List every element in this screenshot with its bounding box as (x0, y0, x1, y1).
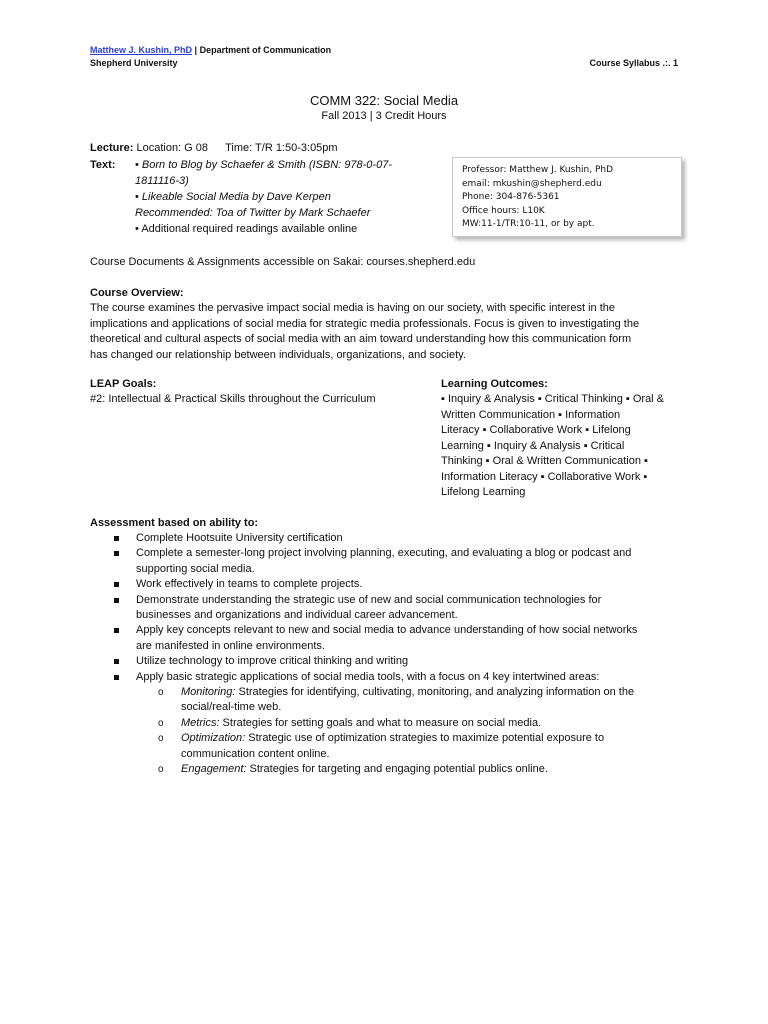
square-bullet-icon (114, 536, 119, 541)
lecture-line (90, 141, 338, 157)
department-name: Department of Communication (199, 45, 332, 55)
strategy-area-item: o Metrics: Strategies for setting goals and what to measure on social media. (90, 716, 680, 731)
circle-bullet-icon: o (158, 687, 164, 699)
assessment-item: Apply key concepts relevant to new and social media to advance understanding of how social networks are manifested in online environments. (90, 623, 680, 654)
overview-line: theoretical and cultural aspects of social media with an aim toward understanding how this communication form (90, 333, 632, 345)
strategy-area-item: o Optimization: Strategic use of optimization strategies to maximize potential exposure to communication content online. (158, 732, 605, 760)
circle-bullet-icon: o (158, 764, 164, 776)
assessment-item: Demonstrate understanding the strategic use of new and social communication technologies for businesses and organizations and individual career advancement. (90, 593, 680, 624)
page-header (90, 45, 331, 55)
overview-paragraph (90, 301, 680, 363)
textbook-1-cont: 1811116-3) (135, 174, 189, 187)
circle-bullet-icon: o (158, 733, 164, 745)
leap-heading: LEAP Goals: (90, 378, 157, 390)
strategy-areas-list (90, 685, 680, 777)
assessment-item: Complete a semester-long project involving planning, executing, and evaluating a blog or podcast and supporting social media. (90, 546, 680, 577)
professor-info-box (452, 157, 682, 237)
outcomes-line: Written Communication ▪ Information (441, 408, 621, 421)
square-bullet-icon (114, 675, 119, 680)
lecture-time: Time: T/R 1:50-3:05pm (225, 142, 338, 154)
office-hours: MW:11-1/TR:10-11, or by apt. (462, 219, 595, 229)
square-bullet-icon (114, 598, 119, 603)
lecture-location: Location: G 08 (136, 142, 209, 154)
header-separator: | (194, 45, 198, 55)
course-title: COMM 322: Social Media (309, 93, 459, 108)
outcomes-line: Learning ▪ Inquiry & Analysis ▪ Critical (441, 439, 625, 452)
outcomes-line: Literacy ▪ Collaborative Work ▪ Lifelong (441, 424, 631, 436)
office-location: Office hours: L10K (462, 205, 545, 216)
bullet-1: • (135, 159, 139, 171)
assessment-heading: Assessment based on ability to: (90, 517, 259, 529)
textbook-1: • Born to Blog by Schaefer & Smith (ISBN: 978-0-07- (135, 159, 392, 171)
assessment-item: Work effectively in teams to complete projects. (90, 577, 680, 592)
square-bullet-icon (114, 582, 119, 587)
circle-bullet-icon: o (158, 717, 164, 729)
textbook-list (135, 158, 435, 238)
additional-readings: • Additional required readings available online (135, 223, 358, 235)
outcomes-line: Thinking ▪ Oral & Written Communication ▪ (441, 455, 648, 467)
course-term: Fall 2013 | 3 Credit Hours (321, 110, 447, 122)
square-bullet-icon (114, 628, 119, 633)
assessment-list (90, 531, 680, 778)
university-name: Shepherd University (90, 58, 178, 68)
text-label: Text: (90, 159, 116, 171)
assessment-item: Utilize technology to improve critical thinking and writing (90, 654, 680, 669)
professor-phone: Phone: 304-876-5361 (462, 192, 560, 202)
recommended-book: Recommended: Toa of Twitter by Mark Schaefer (135, 206, 371, 219)
strategy-area-item: o Engagement: Strategies for targeting and engaging potential publics online. (90, 762, 680, 777)
author-link[interactable]: Matthew J. Kushin, PhD (90, 45, 193, 55)
bullet-2: • (135, 191, 139, 203)
outcomes-line: ▪ Inquiry & Analysis ▪ Critical Thinking ▪ Oral & (441, 393, 665, 405)
overview-heading: Course Overview: (90, 287, 184, 299)
strategy-area-item: o Monitoring: Strategies for identifying, cultivating, monitoring, and analyzing information on the social/real-time web. (158, 686, 635, 714)
leap-goal: #2: Intellectual & Practical Skills throughout the Curriculum (90, 393, 376, 405)
page-label: Course Syllabus .:. 1 (589, 58, 678, 68)
outcomes-line: Lifelong Learning (441, 486, 526, 498)
outcomes-list (441, 392, 691, 501)
overview-line: implications and applications of social media for strategic media professionals. Focus is given to investigating the (90, 317, 640, 330)
lecture-label: Lecture: (90, 142, 134, 154)
outcomes-line: Information Literacy ▪ Collaborative Work ▪ (441, 470, 648, 483)
assessment-item: Apply basic strategic applications of social media tools, with a focus on 4 key intertwined areas: (90, 670, 680, 685)
overview-line: has changed our relationship between individuals, organizations, and society. (90, 348, 466, 361)
professor-email: email: mkushin@shepherd.edu (462, 178, 602, 189)
professor-name: Professor: Matthew J. Kushin, PhD (462, 165, 614, 175)
assessment-item: Complete Hootsuite University certification (90, 531, 680, 546)
bullet-3: • (135, 223, 139, 235)
course-documents-line: Course Documents & Assignments accessible on Sakai: courses.shepherd.edu (90, 256, 476, 268)
overview-line: The course examines the pervasive impact social media is having on our society, with specific interest in the (90, 302, 615, 314)
outcomes-heading: Learning Outcomes: (441, 378, 548, 390)
square-bullet-icon (114, 659, 119, 664)
square-bullet-icon (114, 551, 119, 556)
textbook-2: • Likeable Social Media by Dave Kerpen (135, 191, 331, 203)
assessment-subitems (90, 685, 680, 777)
